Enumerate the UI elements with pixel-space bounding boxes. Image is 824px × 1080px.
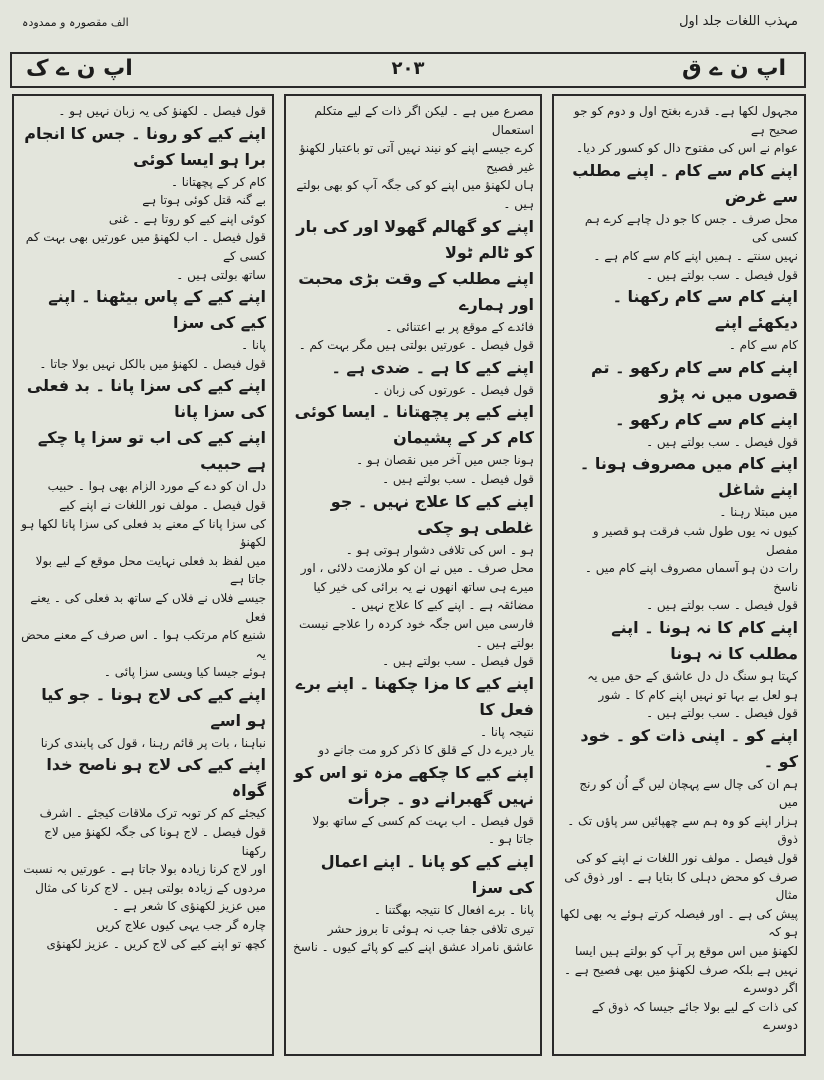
text-line: اور لاج کرنا زیادہ بولا جاتا ہے ۔ عورتیں بہ نسبت — [23, 862, 266, 877]
text-line: پانا ۔ برے افعال کا نتیجہ بھگتنا ۔ — [373, 903, 534, 918]
headword: اپنے کیے کا علاج نہیں ۔ جو غلطی ہو چکی — [330, 491, 534, 537]
text-line: قول فیصل ۔ اب لکھنؤ میں عورتیں بھی بہت کم کسی کے — [25, 230, 266, 263]
header-right-guideword: اپ ن ے ق — [682, 56, 786, 81]
text-line: کام کر کے پچھتانا ۔ — [170, 174, 266, 189]
headword: اپنے کیے کا مزا چکھنا ۔ اپنے برے فعل کا — [295, 673, 534, 719]
text-line: یار دیرے دل کے قلق کا ذکر کرو مت جانے دو — [318, 743, 534, 758]
text-line: مصرع میں ہے ۔ لیکن اگر ذات کے لیے متکلم استعمال — [314, 104, 534, 137]
text-line: چارہ گر جب یہی کیوں علاج کریں — [96, 918, 266, 933]
text-line: محل صرف ۔ میں نے ان کو ملازمت دلائی ، اور — [300, 561, 534, 576]
text-line: صرف کو محض دہلی کا بتایا ہے ۔ اور ذوق کی مثال — [564, 869, 798, 903]
page-number: ۲۰۳ — [391, 58, 425, 79]
text-line: مضائقہ ہے ۔ اپنے کیے کا علاج نہیں ۔ — [350, 598, 534, 613]
text-line: ہو ۔ اس کی تلافی دشوار ہوتی ہو ۔ — [345, 542, 534, 557]
text-line: جیسے فلاں نے فلاں کے ساتھ بد فعلی کی ۔ یعنے فعل — [30, 590, 266, 624]
text-line: رات دن ہو آسماں مصروف اپنے کام میں ۔ ناسخ — [584, 561, 798, 594]
headword: اپنے کام سے کام رکھو ۔ — [615, 409, 798, 429]
text-line: کام سے کام ۔ — [728, 338, 798, 353]
headword: اپنے کام سے کام رکھو ۔ تم قصوں میں نہ پڑو — [590, 357, 798, 403]
running-head-left: الف مقصورہ و ممدودہ — [22, 16, 129, 29]
text-line: نباہنا ، بات پر قائم رہنا ، قول کی پابندی کرنا — [40, 735, 266, 750]
text-line: تیری تلافی جفا جب نہ ہوئی تا بروز حشر — [327, 921, 534, 936]
text-line: میں مبتلا رہنا ۔ — [719, 505, 798, 520]
header-left-guideword: اپ ن ے ک — [26, 56, 133, 81]
text-line: فارسی میں اس جگہ خود کردہ را علاجے نیست — [298, 616, 534, 631]
text-line: کیوں نہ یوں طول شب فرقت ہو قصیر و مفصل — [592, 523, 798, 557]
headword: اپنے کیے کی لاج ہونا ۔ جو کیا ہو اسے — [41, 684, 266, 730]
text-line: محل صرف ۔ جس کا جو دل چاہے کرے ہم کسی کی — [584, 211, 798, 245]
column-middle — [284, 94, 542, 1056]
text-line: میں لفظ بد فعلی نہایت محل موقع کے لیے بولا جاتا ہے — [35, 553, 266, 587]
text-line: قول فیصل ۔ اب بہت کم کسی کے ساتھ بولا جاتا ہو ۔ — [312, 813, 534, 847]
text-line: قول فیصل ۔ سب بولتے ہیں ۔ — [382, 471, 534, 486]
text-line: قول فیصل ۔ عورتیں بولتی ہیں مگر بہت کم ۔ — [298, 338, 534, 353]
text-line: کرے جیسے اپنے کو نیند نہیں آتی تو باعتبار لکھنؤ غیر فصیح — [299, 141, 534, 174]
text-line: عوام نے اس کی مفتوح دال کو کسور کر دیا۔ — [575, 141, 798, 156]
text-line: پیش کی ہے ۔ اور فیصلہ کرتے ہوئے یہ بھی لکھا ہو کہ — [560, 906, 798, 940]
running-head-right: مہذب اللغات جلد اول — [679, 14, 798, 29]
text-line: نہیں سنتے ۔ ہمیں اپنے کام سے کام ہے ۔ — [593, 248, 798, 263]
column-left — [12, 94, 274, 1056]
text-line: قول فیصل ۔ لکھنؤ کی یہ زبان نہیں ہو ۔ — [58, 104, 266, 118]
text-line: پانا ۔ — [241, 338, 266, 353]
bottom-margin — [0, 1058, 824, 1080]
text-line: قول فیصل ۔ عورتوں کی زبان ۔ — [372, 382, 534, 397]
text-line: لکھنؤ میں اس موقع پر آپ کو بولتے ہیں ایسا — [574, 944, 798, 959]
text-line: کی ذات کے لیے بولا جائے جیسا کہ ذوق کے دوسرے — [591, 999, 798, 1033]
text-line: قول فیصل ۔ لاج ہونا کی جگہ لکھنؤ میں لاج رکھنا — [44, 825, 266, 858]
column-right — [552, 94, 806, 1056]
text-line: قول فیصل ۔ سب بولتے ہیں ۔ — [382, 654, 534, 669]
text-line: ہزار اپنے کو وہ ہم سے چھپائیں سر پاؤں تک ۔ ذوق — [567, 813, 798, 847]
text-line: قول فیصل ۔ مولف نور اللغات نے اپنے کیے — [59, 497, 266, 512]
text-line: قول فیصل ۔ سب بولتے ہیں ۔ — [646, 706, 798, 721]
text-line: مردوں کے زیادہ بولتی ہیں ۔ لاج کرنا کی مثال — [35, 880, 266, 895]
text-line: قول فیصل ۔ سب بولتے ہیں ۔ — [646, 598, 798, 613]
headword: اپنے کیے کی لاج ہو ناصح خدا گواہ — [46, 755, 266, 801]
text-line: کچھ تو اپنے کیے کی لاج کریں ۔ عزیز لکھنؤی — [46, 936, 266, 951]
headword: اپنے کام سے کام رکھنا ۔ دیکھئے اپنے — [612, 287, 798, 333]
text-line: فائدے کے موقع پر بے اعتنائی ۔ — [385, 319, 534, 334]
headword: اپنے کیے کا چکھے مزہ تو اس کو نہیں گھبرانے دو ۔ جرأت — [294, 762, 534, 808]
headword: اپنے کیے کو پانا ۔ اپنے اعمال کی سزا — [320, 852, 534, 898]
text-line: قول فیصل ۔ لکھنؤ میں بالکل نہیں بولا جاتا ۔ — [39, 356, 266, 371]
headword: اپنے کیے کے پاس بیٹھنا ۔ اپنے کیے کی سزا — [48, 287, 266, 333]
headword: اپنے کام سے کام ۔ اپنے مطلب سے غرض — [572, 160, 798, 206]
text-line: دل ان کو دے کے مورد الزام بھی ہوا ۔ حبیب — [47, 479, 266, 494]
text-line: ہاں لکھنؤ میں اپنے کو کی جگہ آپ کو بھی بولتے — [296, 178, 534, 193]
text-line: ہیں ۔ — [503, 196, 534, 211]
headword: اپنے کام میں مصروف ہونا ۔ اپنے شاغل — [579, 454, 798, 500]
text-line: میرے ہی ساتھ انھوں نے یہ برائی کی خیر کیا — [313, 579, 534, 594]
text-line: نہیں ہے بلکہ صرف لکھنؤ میں بھی فصیح ہے ۔ اگر دوسرے — [563, 962, 798, 996]
text-line: قول فیصل ۔ سب بولتے ہیں ۔ — [646, 434, 798, 449]
text-line: کہتا ہو سنگ دل دل عاشق کے حق میں یہ — [587, 668, 798, 683]
text-line: نتیجہ پانا ۔ — [479, 724, 534, 739]
text-line: قول فیصل ۔ سب بولتے ہیں ۔ — [646, 267, 798, 282]
text-line: بے گنہ قتل کوئی ہوتا ہے — [142, 193, 266, 208]
headword: اپنے کو گھالم گھولا اور کی بار کو ٹالم ٹولا — [296, 216, 534, 262]
text-line: عاشق نامراد عشق اپنے کیے کو پائے کیوں ۔ ناسخ — [293, 940, 534, 955]
text-line: کیجئے کم کر توبہ ترک ملاقات کیجئے ۔ اشرف — [39, 806, 266, 821]
text-line: ہم ان کی چال سے پہچان لیں گے اُن کو رنج میں — [579, 776, 798, 810]
text-line: میں عزیز لکھنؤی کا شعر ہے ۔ — [112, 899, 266, 914]
text-line: ہونا جس میں آخر میں نقصان ہو ۔ — [356, 453, 534, 468]
text-line: ہوئے جیسا کیا ویسی سزا پائی ۔ — [103, 665, 266, 680]
headword: اپنے کیے کی اب تو سزا پا چکے ہے حبیب — [37, 428, 266, 474]
headword: اپنے کام کا نہ ہونا ۔ اپنے مطلب کا نہ ہونا — [611, 617, 798, 663]
headword: اپنے کیے کو رونا ۔ جس کا انجام برا ہو ایسا کوئی — [24, 123, 266, 169]
headword: اپنے کیے پر پچھتانا ۔ ایسا کوئی کام کر کے پشیمان — [294, 402, 534, 448]
headword: اپنے مطلب کے وقت بڑی محبت اور ہمارے — [298, 268, 534, 314]
text-line: کوئی اپنے کیے کو روتا ہے ۔ غنی — [108, 211, 266, 226]
headword: اپنے کیے کا ہے ۔ ضدی ہے ۔ — [331, 357, 534, 377]
text-line: قول فیصل ۔ مولف نور اللغات نے اپنے کو کی — [576, 851, 798, 866]
text-line: بولتے ہیں ۔ — [475, 635, 534, 650]
headword: اپنے کو ۔ اپنی ذات کو ۔ خود کو ۔ — [580, 725, 798, 771]
text-line: شنیع کام مرتکب ہوا ۔ اس صرف کے معنے محض یہ — [21, 628, 266, 661]
text-line: ہو لعل بے بہا تو نہیں اپنے کام کا ۔ شور — [598, 687, 798, 702]
text-line: کی سزا پانا کے معنے بد فعلی کی سزا پانا لکھا ہو لکھنؤ — [21, 516, 266, 550]
text-line: ساتھ بولتی ہیں ۔ — [176, 267, 266, 282]
text-line: مجہول لکھا ہے۔ قدرے بغتح اول و دوم کو جو صحیح ہے — [573, 104, 798, 137]
headword: اپنے کیے کی سزا پانا ۔ بد فعلی کی سزا پانا — [26, 376, 266, 422]
page-header-box — [10, 52, 806, 88]
